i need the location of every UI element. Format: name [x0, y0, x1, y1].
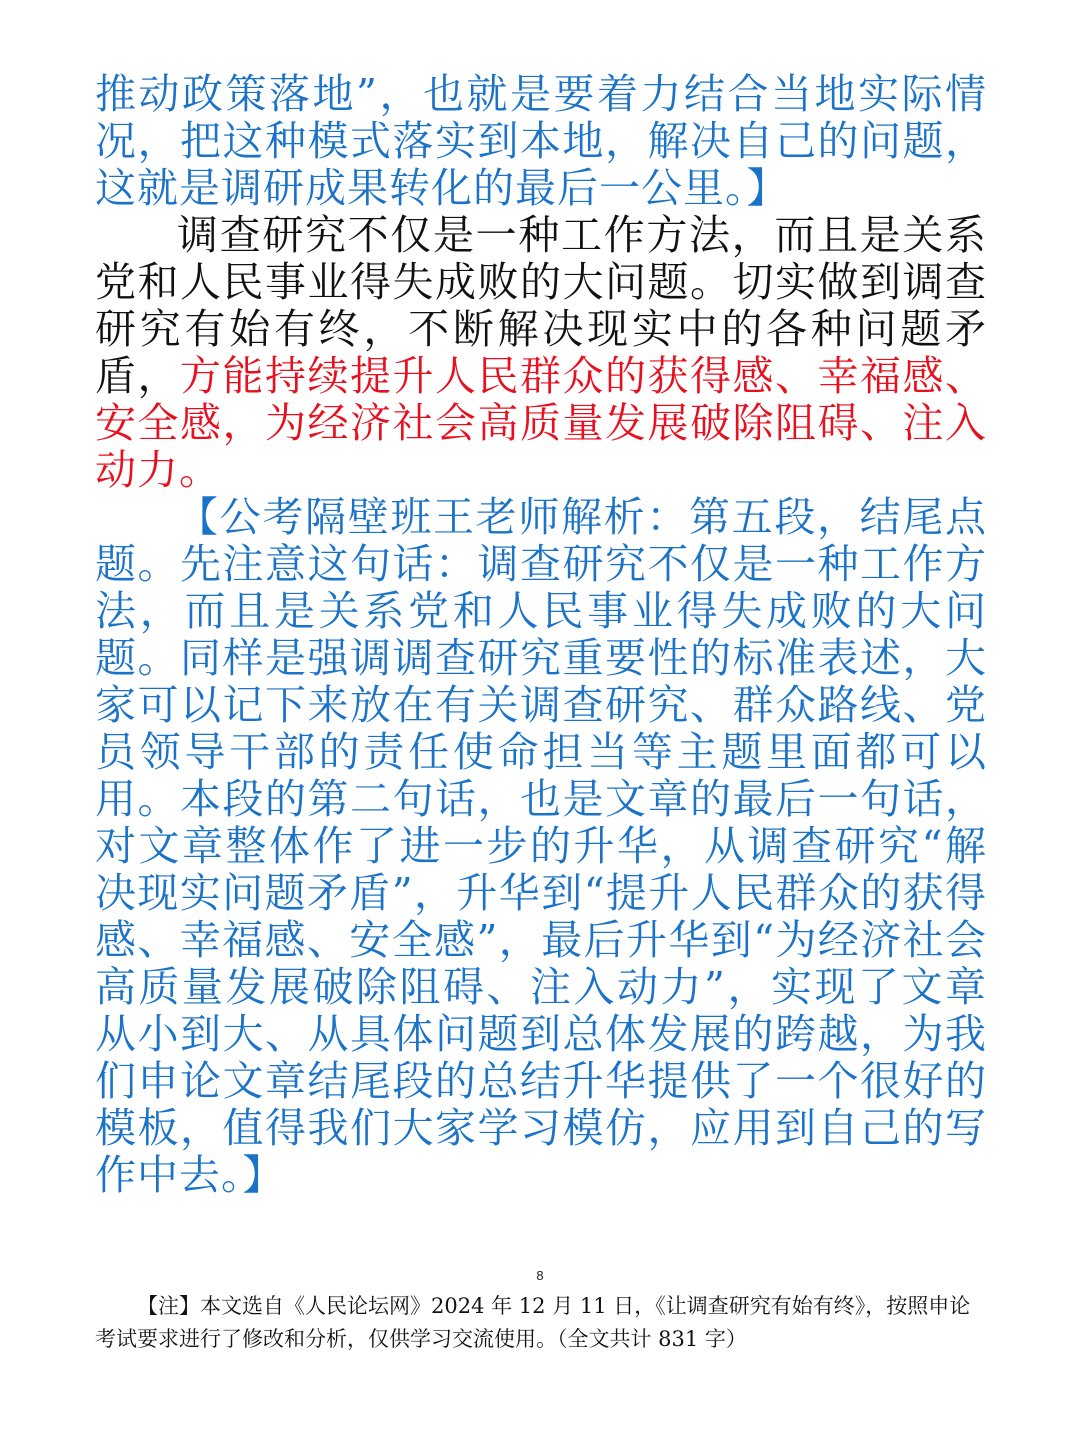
highlighted-conclusion: 方能持续提升人民群众的获得感、幸福感、安全感，为经济社会高质量发展破除阻碍、注入动力。: [95, 352, 987, 494]
page-number: 8: [536, 1268, 544, 1283]
document-body: [95, 71, 987, 1199]
source-footnote: 【注】本文选自《人民论坛网》2024 年 12 月 11 日，《让调查研究有始有终》，按照申论考试要求进行了修改和分析，仅供学习交流使用。（全文共计 831 字）: [95, 1294, 971, 1351]
body-paragraph-text: 调查研究不仅是一种工作方法，而且是关系党和人民事业得失成败的大问题。切实做到调查研究有始有终，不断解决现实中的各种问题矛盾，: [95, 211, 987, 400]
analysis-paragraph: 【公考隔壁班王老师解析：第五段，结尾点题。先注意这句话：调查研究不仅是一种工作方法，而且是关系党和人民事业得失成败的大问题。同样是强调调查研究重要性的标准表述，大家可以记下来放在有关调查研究、群众路线、党员领导干部的责任使命担当等主题里面都可以用。本段的第二句话，也是文章的最后一句话，对文章整体作了进一步的升华，从调查研究“解决现实问题矛盾”，升华到“提升人民群众的获得感、幸福感、安全感”，最后升华到“为经济社会高质量发展破除阻碍、注入动力”，实现了文章从小到大、从具体问题到总体发展的跨越，为我们申论文章结尾段的总结升华提供了一个很好的模板，值得我们大家学习模仿，应用到自己的写作中去。】: [95, 493, 987, 1199]
body-paragraph: [95, 212, 987, 494]
analysis-paragraph-continued: 推动政策落地”，也就是要着力结合当地实际情况，把这种模式落实到本地，解决自己的问题，这就是调研成果转化的最后一公里。】: [95, 70, 987, 212]
